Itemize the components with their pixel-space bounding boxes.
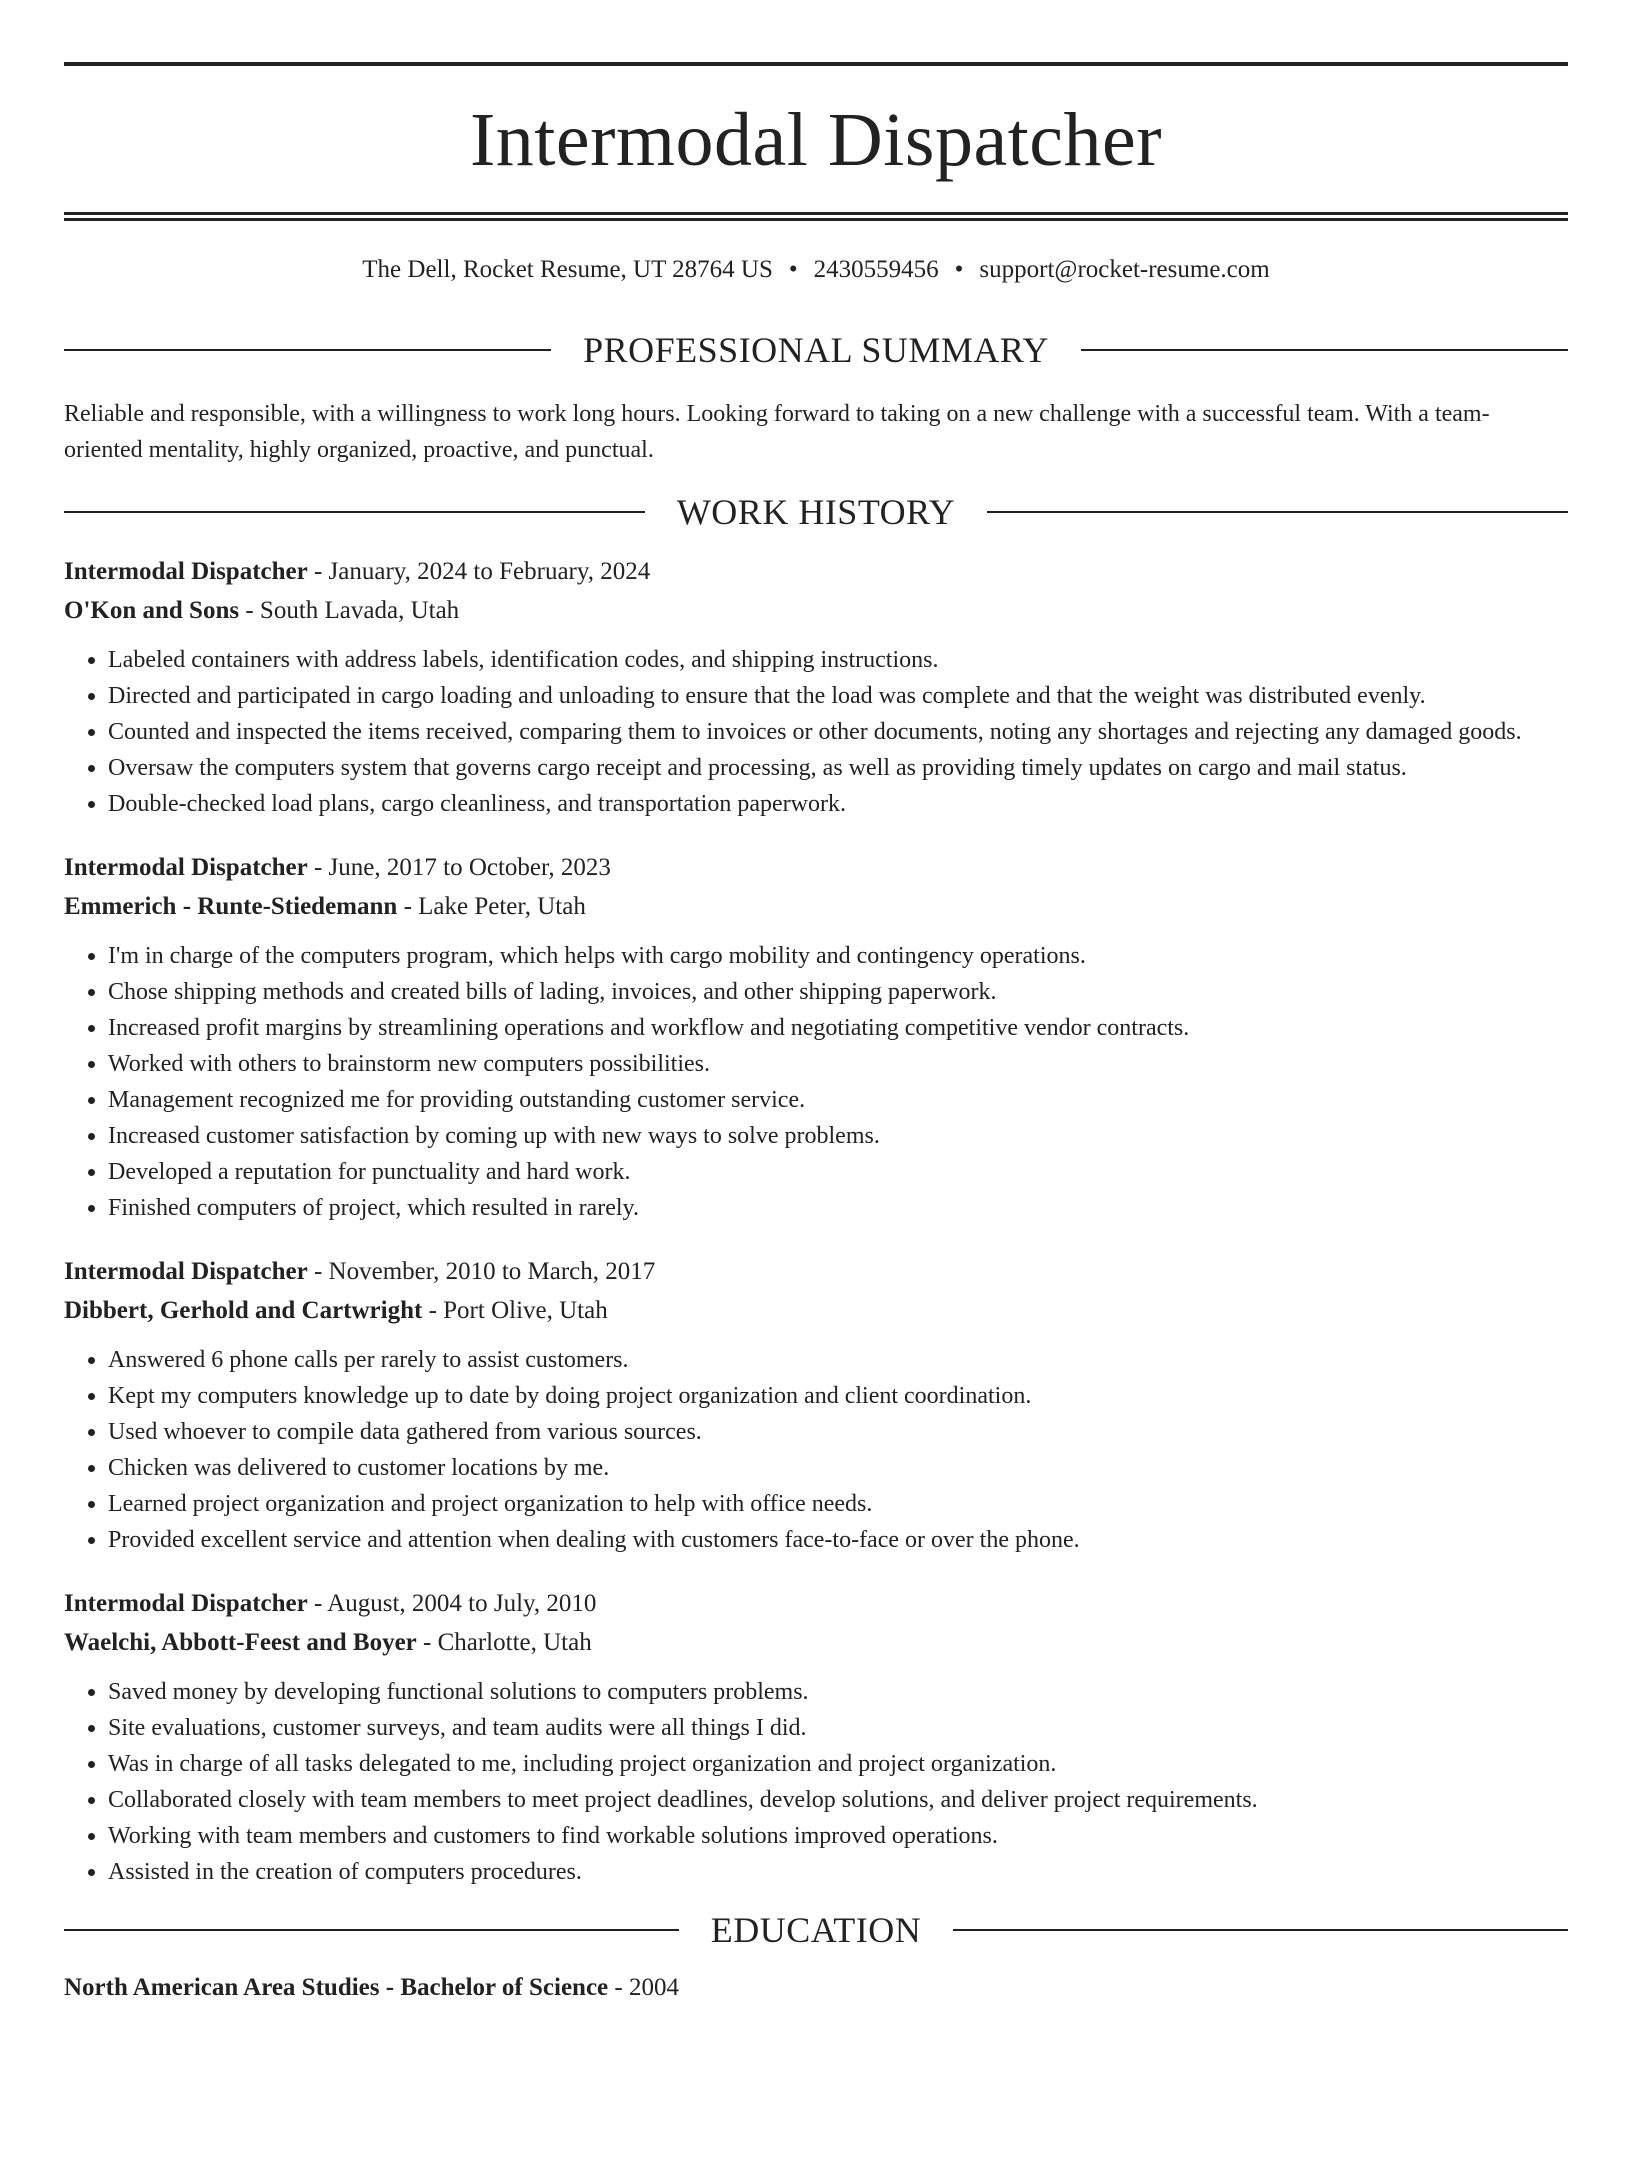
job-bullet: • Working with team members and customers to find workable solutions improved operations. — [108, 1818, 1568, 1854]
job-bullet: • Was in charge of all tasks delegated to me, including project organization and project organization. — [108, 1746, 1568, 1782]
job-title-line — [64, 1252, 1568, 1291]
contact-address: The Dell, Rocket Resume, UT 28764 US — [362, 256, 773, 283]
section-title-education: EDUCATION — [710, 1910, 922, 1950]
section-title-summary: PROFESSIONAL SUMMARY — [583, 330, 1049, 370]
job-company-line — [64, 887, 1568, 926]
job-bullet-list — [64, 938, 1568, 1226]
education-entry — [64, 1968, 1568, 2007]
job-bullet: • Directed and participated in cargo loading and unloading to ensure that the load was complete and that the weight was distributed evenly. — [108, 678, 1568, 714]
section-rule-left — [64, 349, 551, 351]
section-title-work: WORK HISTORY — [676, 492, 956, 532]
job-bullet: • Management recognized me for providing outstanding customer service. — [108, 1082, 1568, 1118]
job-location: - Charlotte, Utah — [416, 1629, 592, 1656]
job-dates: - June, 2017 to October, 2023 — [307, 854, 611, 881]
job-title: Intermodal Dispatcher — [64, 1590, 308, 1617]
education-degree: North American Area Studies - Bachelor of Science — [64, 1974, 609, 2001]
resume-page — [0, 62, 1632, 2007]
job-bullet-list — [64, 642, 1568, 822]
contact-line — [64, 257, 1568, 282]
job-bullet-list — [64, 1342, 1568, 1558]
job-bullet: • Worked with others to brainstorm new computers possibilities. — [108, 1046, 1568, 1082]
resume-title: Intermodal Dispatcher — [469, 98, 1163, 182]
job-bullet: • Increased profit margins by streamlining operations and workflow and negotiating competitive vendor contracts. — [108, 1010, 1568, 1046]
job-bullet-list — [64, 1674, 1568, 1890]
job-bullet: • Finished computers of project, which resulted in rarely. — [108, 1190, 1568, 1226]
job-bullet: • Double-checked load plans, cargo cleanliness, and transportation paperwork. — [108, 786, 1568, 822]
job-entry — [64, 1584, 1568, 1890]
section-rule-right — [953, 1929, 1568, 1931]
job-title: Intermodal Dispatcher — [64, 1258, 308, 1285]
job-title-line — [64, 848, 1568, 887]
job-bullet: • Developed a reputation for punctuality and hard work. — [108, 1154, 1568, 1190]
job-company: Dibbert, Gerhold and Cartwright — [64, 1297, 423, 1324]
work-history-list — [64, 552, 1568, 1890]
section-header-summary — [64, 332, 1568, 368]
job-title: Intermodal Dispatcher — [64, 558, 308, 585]
job-bullet: • Site evaluations, customer surveys, and team audits were all things I did. — [108, 1710, 1568, 1746]
job-company: Emmerich - Runte-Stiedemann — [64, 893, 398, 920]
job-title-line — [64, 1584, 1568, 1623]
job-company-line — [64, 1291, 1568, 1330]
job-bullet: • Kept my computers knowledge up to date by doing project organization and client coordination. — [108, 1378, 1568, 1414]
job-company-line — [64, 591, 1568, 630]
job-bullet: • Provided excellent service and attention when dealing with customers face-to-face or over the phone. — [108, 1522, 1568, 1558]
job-entry — [64, 848, 1568, 1226]
top-rule — [64, 62, 1568, 66]
job-location: - South Lavada, Utah — [239, 597, 460, 624]
section-rule-right — [987, 511, 1568, 513]
section-rule-left — [64, 1929, 679, 1931]
section-rule-left — [64, 511, 645, 513]
job-dates: - January, 2024 to February, 2024 — [307, 558, 651, 585]
job-bullet: • Collaborated closely with team members to meet project deadlines, develop solutions, and deliver project requirements. — [108, 1782, 1568, 1818]
job-location: - Port Olive, Utah — [422, 1297, 608, 1324]
job-company-line — [64, 1623, 1568, 1662]
section-rule-right — [1081, 349, 1568, 351]
contact-email: support@rocket-resume.com — [979, 256, 1270, 283]
job-bullet: • Counted and inspected the items received, comparing them to invoices or other documents, noting any shortages and rejecting any damaged goods. — [108, 714, 1568, 750]
job-bullet: • Oversaw the computers system that governs cargo receipt and processing, as well as providing timely updates on cargo and mail status. — [108, 750, 1568, 786]
job-location: - Lake Peter, Utah — [397, 893, 586, 920]
section-header-education — [64, 1912, 1568, 1948]
job-bullet: • Chicken was delivered to customer locations by me. — [108, 1450, 1568, 1486]
contact-separator: • — [788, 256, 798, 283]
job-bullet: • Used whoever to compile data gathered from various sources. — [108, 1414, 1568, 1450]
job-dates: - August, 2004 to July, 2010 — [307, 1590, 597, 1617]
job-bullet: • Answered 6 phone calls per rarely to assist customers. — [108, 1342, 1568, 1378]
job-bullet: • Saved money by developing functional solutions to computers problems. — [108, 1674, 1568, 1710]
job-bullet: • I'm in charge of the computers program, which helps with cargo mobility and contingency operations. — [108, 938, 1568, 974]
contact-separator: • — [954, 256, 964, 283]
contact-phone: 2430559456 — [813, 256, 939, 283]
job-bullet: • Learned project organization and project organization to help with office needs. — [108, 1486, 1568, 1522]
job-dates: - November, 2010 to March, 2017 — [307, 1258, 656, 1285]
section-header-work — [64, 494, 1568, 530]
job-entry — [64, 552, 1568, 822]
job-bullet: • Labeled containers with address labels, identification codes, and shipping instructions. — [108, 642, 1568, 678]
job-entry — [64, 1252, 1568, 1558]
education-year: - 2004 — [608, 1974, 679, 2001]
title-double-rule — [64, 212, 1568, 221]
job-bullet: • Chose shipping methods and created bills of lading, invoices, and other shipping paperwork. — [108, 974, 1568, 1010]
job-bullet: • Increased customer satisfaction by coming up with new ways to solve problems. — [108, 1118, 1568, 1154]
job-company: Waelchi, Abbott-Feest and Boyer — [64, 1629, 417, 1656]
job-bullet: • Assisted in the creation of computers procedures. — [108, 1854, 1568, 1890]
job-title: Intermodal Dispatcher — [64, 854, 308, 881]
summary-text: Reliable and responsible, with a willingness to work long hours. Looking forward to taking on a new challenge with a successful team. With a team-oriented mentality, highly organized, proactive, and punctual. — [64, 401, 1490, 463]
job-title-line — [64, 552, 1568, 591]
job-company: O'Kon and Sons — [64, 597, 240, 624]
